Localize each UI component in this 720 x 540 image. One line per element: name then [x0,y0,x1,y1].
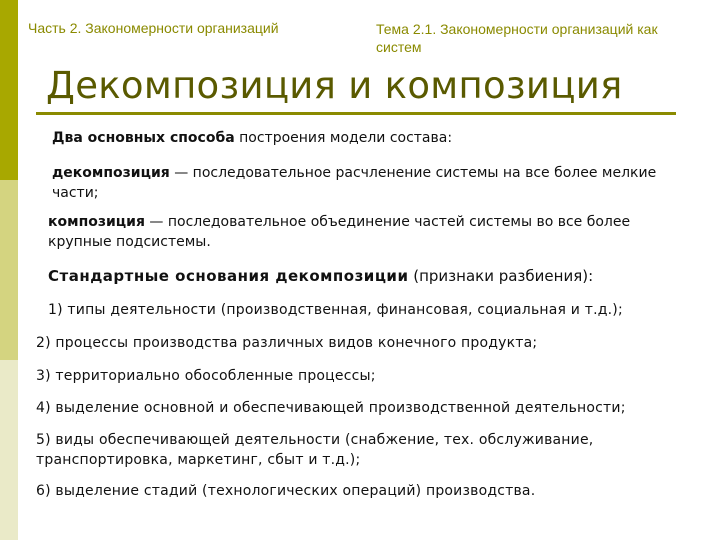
page-title: Декомпозиция и композиция [46,64,623,107]
decomposition-term: декомпозиция [52,165,170,181]
list-item: 5) виды обеспечивающей деятельности (снабжение, тех. обслуживание, транспортировка, маркетинг, сбыт и т.д.); [36,432,594,468]
intro-paragraph [52,128,682,148]
list-item: 3) территориально обособленные процессы; [36,368,376,384]
decomposition-paragraph [52,163,682,203]
intro-bold: Два основных способа [52,130,235,146]
header-part: Часть 2. Закономерности организаций [28,20,279,36]
bases-rest: (признаки разбиения): [408,267,594,285]
sidebar-segment-dark [0,0,18,180]
bases-bold: Стандартные основания декомпозиции [48,267,409,285]
composition-definition: — последовательное объединение частей системы во все более крупные подсистемы. [48,214,631,250]
composition-paragraph [48,212,678,252]
bases-heading [48,266,708,286]
list-item: 1) типы деятельности (производственная, финансовая, социальная и т.д.); [48,302,623,318]
list-item: 6) выделение стадий (технологических операций) производства. [36,483,536,499]
intro-rest: построения модели состава: [234,130,453,146]
list-item: 4) выделение основной и обеспечивающей производственной деятельности; [36,400,626,416]
sidebar-segment-light [0,360,18,540]
title-underline [36,112,676,115]
sidebar-segment-medium [0,180,18,360]
list-item: 2) процессы производства различных видов конечного продукта; [36,335,538,351]
decomposition-definition: — последовательное расчленение системы на все более мелкие части; [52,165,657,201]
composition-term: композиция [48,214,145,230]
sidebar-stripe [0,0,18,540]
header-topic: Тема 2.1. Закономерности организаций как систем [376,21,658,55]
